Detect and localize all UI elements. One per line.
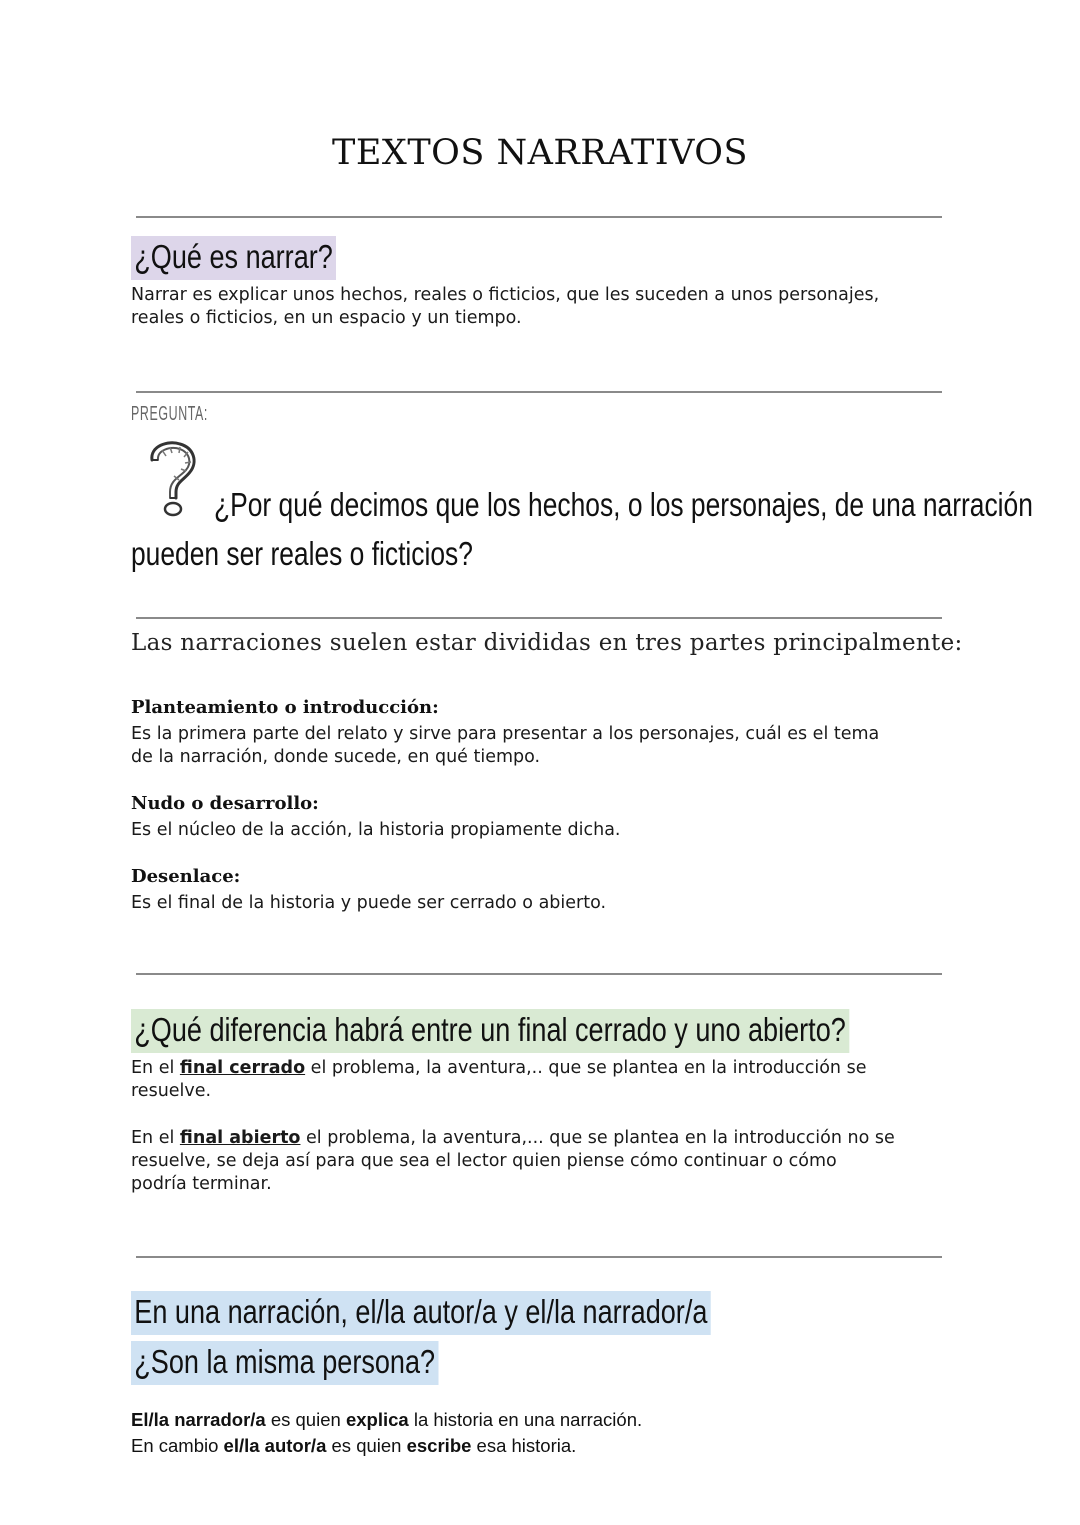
divider <box>136 973 942 975</box>
part-desc-line: de la narración, donde sucede, en qué tiempo. <box>131 747 541 767</box>
definition-line: reales o ficticios, en un espacio y un tiempo. <box>131 308 522 328</box>
part-desc-planteamiento <box>131 723 941 769</box>
highlighted-heading: ¿Qué diferencia habrá entre un final cerrado y uno abierto? <box>131 1009 849 1053</box>
part-term-nudo: Nudo o desarrollo: <box>131 793 319 814</box>
part-desc-desenlace: Es el final de la historia y puede ser cerrado o abierto. <box>131 893 607 913</box>
divider <box>136 617 942 619</box>
divider <box>136 216 942 218</box>
narrador-definition: El/la narrador/a es quien explica la historia en una narración. <box>131 1409 643 1430</box>
definition-paragraph <box>131 284 941 330</box>
divider <box>136 391 942 393</box>
divider <box>136 1256 942 1258</box>
part-term-desenlace: Desenlace: <box>131 866 241 887</box>
open-ending-paragraph <box>131 1127 941 1196</box>
question-mark-icon <box>140 438 204 520</box>
highlighted-heading: ¿Qué es narrar? <box>131 236 336 280</box>
page-title: TEXTOS NARRATIVOS <box>332 133 748 173</box>
open-ending-line: podría terminar. <box>131 1174 272 1194</box>
closed-ending-paragraph <box>131 1057 941 1103</box>
parts-intro: Las narraciones suelen estar divididas en tres partes principalmente: <box>131 630 963 656</box>
autor-definition: En cambio el/la autor/a es quien escribe esa historia. <box>131 1435 577 1456</box>
section-heading-final <box>131 1009 849 1053</box>
term-final-cerrado: final cerrado <box>179 1058 306 1078</box>
pregunta-label: PREGUNTA: <box>131 403 209 425</box>
definition-line: Narrar es explicar unos hechos, reales o ficticios, que les suceden a unos personajes, <box>131 285 880 305</box>
term-final-abierto: final abierto <box>179 1128 301 1148</box>
highlighted-heading: En una narración, el/la autor/a y el/la narrador/a <box>131 1291 711 1335</box>
open-ending-line: En el final abierto el problema, la aventura,... que se plantea en la introducción no se <box>131 1128 895 1148</box>
pregunta-line1: ¿Por qué decimos que los hechos, o los personajes, de una narración <box>214 486 1033 523</box>
closed-ending-line: resuelve. <box>131 1081 212 1101</box>
open-ending-line: resuelve, se deja así para que sea el lector quien piense cómo continuar o cómo <box>131 1151 837 1171</box>
part-term-planteamiento: Planteamiento o introducción: <box>131 697 439 718</box>
closed-ending-line: En el final cerrado el problema, la aventura,.. que se plantea en la introducción se <box>131 1058 867 1078</box>
section-heading-narrador <box>131 1291 711 1335</box>
part-desc-nudo: Es el núcleo de la acción, la historia propiamente dicha. <box>131 820 621 840</box>
highlighted-heading: ¿Son la misma persona? <box>131 1341 438 1385</box>
part-desc-line: Es la primera parte del relato y sirve para presentar a los personajes, cuál es el tema <box>131 724 880 744</box>
section-subheading-narrador <box>131 1341 438 1385</box>
section-heading-narrar <box>131 236 336 280</box>
pregunta-line2: pueden ser reales o ficticios? <box>131 535 473 572</box>
